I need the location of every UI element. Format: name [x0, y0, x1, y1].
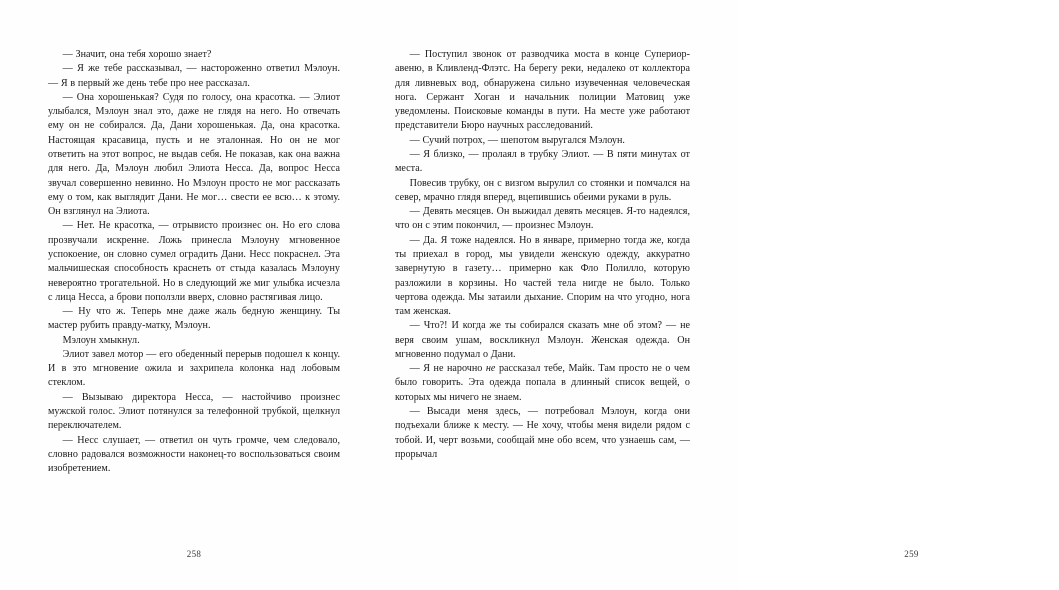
paragraph: — Она хорошенькая? Судя по голосу, она красотка. — Элиот улыбался, Мэлоун знал это, даже не глядя на него. Но отвечать ему он не собирался. Да, Дани хорошенькая. Да, она красотка. Настоящая красавица, пусть и не эталонная. Но он не мог ответить на этот вопрос, не выдав себя. Не показав, как она важна для него. Да, Мэлоун любил Элиота Несса. Да, вопрос Несса звучал совершенно невинно. Но Мэлоун просто не мог рассказать ему о том, как выглядит Дани. Не мог… свести ее всю… к этому. Он взглянул на Элиота. [48, 91, 340, 218]
paragraph: — Несс слушает, — ответил он чуть громче, чем следовало, словно радовался возможности наконец-то воспользоваться своим изобретением. [48, 434, 340, 475]
paragraph: Повесив трубку, он с визгом вырулил со стоянки и помчался на север, мрачно глядя вперед, вцепившись обеими руками в руль. [395, 177, 690, 203]
paragraph: — Ну что ж. Теперь мне даже жаль бедную женщину. Ты мастер рубить правду-матку, Мэлоун. [48, 306, 340, 332]
paragraph: — Девять месяцев. Он выжидал девять месяцев. Я-то надеялся, что он с этим покончил, — произнес Мэлоун. [395, 206, 690, 232]
paragraph: — Нет. Не красотка, — отрывисто произнес он. Но его слова прозвучали искренне. Ложь принесла Мэлоуну мгновенное успокоение, он словно сумел оградить Дани. Несс покраснел. Эта мальчишеская способность краснеть от стыда казалась Мэлоуну невероятно трогательной. Но в следующий же миг улыбка исчезла с лица Несса, а брови поползли вверх, словно растягивая лицо. [48, 220, 340, 303]
left-page-text-block [48, 48, 340, 476]
page-number-right: 259 [904, 549, 919, 559]
paragraph: Элиот завел мотор — его обеденный перерыв подошел к концу. И в это мгновение ожила и захрипела колонка над лобовым стеклом. [48, 348, 340, 389]
page-number-left: 258 [186, 549, 202, 559]
paragraph: — Значит, она тебя хорошо знает? [62, 49, 212, 60]
paragraph: — Высади меня здесь, — потребовал Мэлоун, когда они подъехали ближе к месту. — Не хочу, чтобы меня видели рядом с тобой. И, черт возьми, сообщай мне обо всем, что узнаешь сам, — прорычал [395, 406, 690, 460]
page-right-259 [369, 0, 919, 590]
paragraph: — Да. Я тоже надеялся. Но в январе, примерно тогда же, когда ты приехал в город, мы увидели женскую одежду, аккуратно завернутую в газету… примерно как Фло Полилло, которую разложили в корзины. Но частей тела нигде не было. Только чертова одежда. Мы затаили дыхание. Спорим на что угодно, нога там женская. [395, 234, 690, 318]
emphasized-word: не [485, 363, 496, 375]
paragraph: Мэлоун хмыкнул. [62, 334, 140, 346]
page-left-258 [0, 0, 369, 590]
paragraph: — Что?! И когда же ты собирался сказать мне об этом? — не веря своим ушам, воскликнул Мэлоун. Женская одежда. Он мгновенно подумал о Дани. [395, 320, 690, 360]
right-page-text-block [395, 48, 690, 462]
paragraph: — Сучий потрох, — шепотом выругался Мэлоун. [409, 134, 625, 146]
paragraph: — Я же тебе рассказывал, — настороженно ответил Мэлоун. — Я в первый же день тебе про нее рассказал. [48, 63, 340, 89]
paragraph: — Я близко, — пролаял в трубку Элиот. — В пяти минутах от места. [395, 148, 690, 175]
paragraph-with-emphasis: — Я не нарочно не рассказал тебе, Майк. Там просто не о чем было говорить. Эта одежда попала в длинный список вещей, о которых мы ничего не знаем. [395, 363, 690, 403]
paragraph: — Поступил звонок от разводчика моста в конце Супериор-авеню, в Кливленд-Флэтс. На берегу реки, недалеко от коллектора для ливневых вод, обнаружена сильно изувеченная человеческая нога. Сержант Хоган и начальник полиции Матовиц уже уведомлены. Поисковые команды в пути. На месте уже работают представители Бюро научных расследований. [395, 49, 690, 132]
paragraph: — Вызываю директора Несса, — настойчиво произнес мужской голос. Элиот потянулся за телефонной трубкой, щелкнул переключателем. [48, 391, 340, 432]
